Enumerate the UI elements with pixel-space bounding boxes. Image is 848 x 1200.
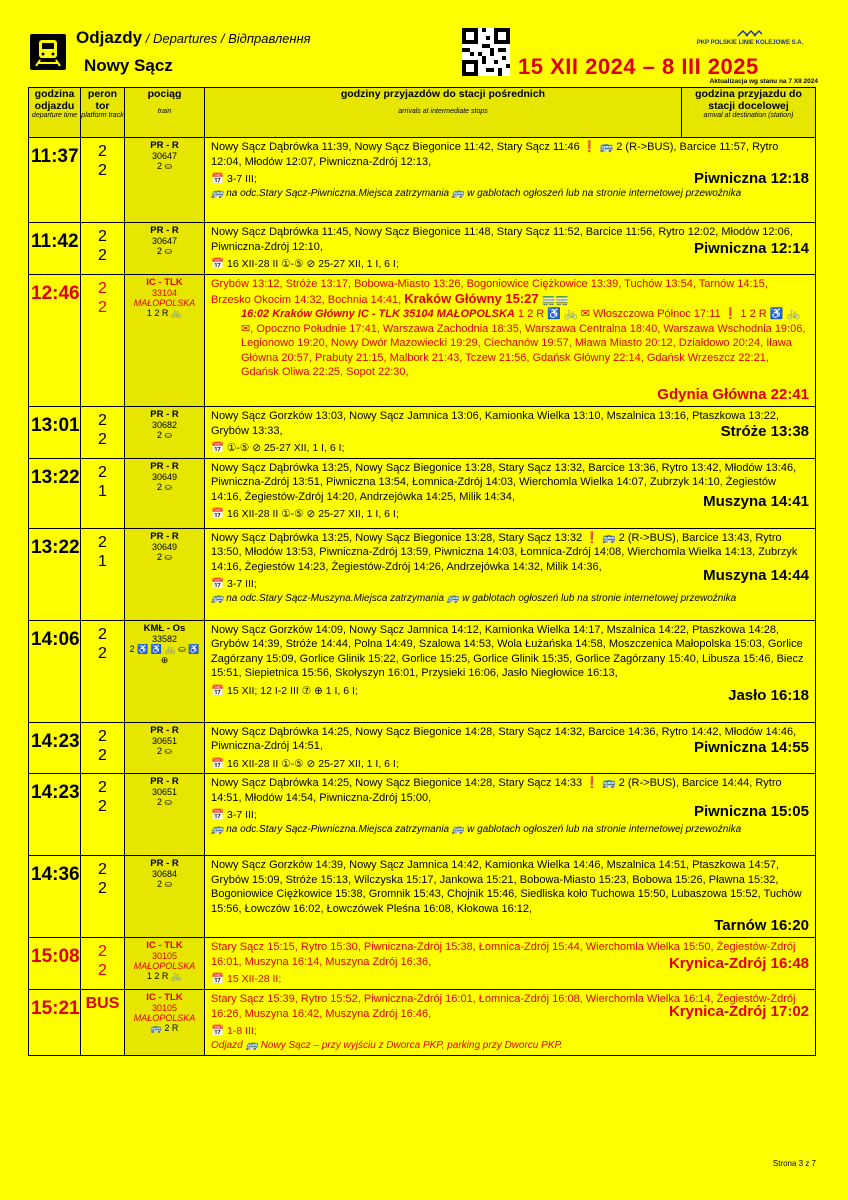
operator-logo: PKP POLSKIE LINIE KOLEJOWE S.A.	[680, 30, 820, 46]
train-number: 33104	[151, 288, 178, 298]
train-number: 30651	[151, 735, 178, 746]
intermediate-stops: Stary Sącz 15:15, Rytro 15:30, Piwniczna-Zdrój 15:38, Łomnica-Zdrój 15:44, Wierchomla Wielka 15:50, Żegiestów-Zdrój 16:01, Muszyna 16:14, Muszyna Zdrój 16:36,	[211, 941, 796, 968]
stops-cell	[205, 528, 816, 620]
departure-time: 14:36	[29, 856, 81, 938]
train-info	[125, 722, 205, 774]
remark-note: Odjazd 🚌 Nowy Sącz – przy wyjściu z Dworca PKP, parking przy Dworcu PKP.	[211, 1039, 563, 1051]
train-info	[125, 620, 205, 722]
train-info	[125, 528, 205, 620]
train-amenities: 2 ⛀	[156, 745, 173, 756]
train-icon	[30, 34, 66, 70]
train-amenities: 2 ⛀	[156, 481, 173, 492]
train-info	[125, 774, 205, 856]
track: 2	[98, 644, 107, 662]
departure-row	[29, 938, 816, 990]
departure-time: 14:23	[29, 774, 81, 856]
calendar-note: 📅 16 XII-28 II ①-⑤ ⊘ 25-27 XII, 1 I, 6 I;	[211, 508, 399, 520]
intermediate-stops: Nowy Sącz Gorzków 13:03, Nowy Sącz Jamnica 13:06, Kamionka Wielka 13:10, Mszalnica 13:16, Ptaszkowa 13:22, Grybów 13:33,	[211, 410, 779, 437]
remark-note: 🚌 na odc.Stary Sącz-Muszyna.Miejsca zatrzymania 🚌 w gablotach ogłoszeń lub na stronie internetowej przewoźnika	[211, 592, 737, 604]
calendar-note: 📅 15 XII-28 II;	[211, 973, 282, 985]
intermediate-stops: Nowy Sącz Dąbrówka 11:45, Nowy Sącz Biegonice 11:48, Stary Sącz 11:52, Barcice 11:56, Rytro 12:02, Młodów 12:06, Piwniczna-Zdrój 12:10,	[211, 226, 793, 253]
train-category: PR - R	[150, 724, 179, 736]
departure-row	[29, 138, 816, 223]
train-amenities: 2 ⛀	[156, 430, 173, 440]
train-amenities: 1 2 R 🚲	[146, 971, 183, 981]
destination: Krynica-Zdrój 17:02	[668, 1002, 809, 1020]
platform: 2	[98, 533, 107, 551]
train-info	[125, 938, 205, 990]
stops-cell	[205, 990, 816, 1056]
platform: 2	[98, 727, 107, 745]
train-number: 30647	[151, 236, 178, 246]
train-name: MAŁOPOLSKA	[133, 1013, 196, 1023]
station-name: Nowy Sącz	[84, 56, 173, 75]
platform-track	[81, 774, 125, 856]
intermediate-stops: Nowy Sącz Dąbrówka 11:39, Nowy Sącz Biegonice 11:42, Stary Sącz 11:46 ❗ 🚌 2 (R->BUS), Barcice 11:57, Rytro 12:04, Młodów 12:07, Piwniczna-Zdrój 12:13,	[211, 141, 779, 168]
stops-cell	[205, 458, 816, 528]
track: 2	[98, 798, 107, 815]
platform-track	[81, 458, 125, 528]
col-dep: godzina odjazdu departure time	[29, 88, 81, 138]
train-number: 30105	[151, 951, 178, 961]
train-category: PR - R	[150, 409, 179, 420]
platform-track	[81, 407, 125, 459]
stops-cell	[205, 774, 816, 856]
train-amenities: 2 ⛀	[156, 797, 173, 807]
track: 2	[98, 247, 107, 264]
destination: Muszyna 14:44	[703, 567, 809, 584]
train-number: 30105	[151, 1003, 178, 1013]
platform: 2	[98, 943, 107, 960]
train-amenities: 2 ⛀	[156, 879, 173, 889]
train-category: KMŁ - Os	[143, 622, 186, 634]
intermediate-stops: Nowy Sącz Gorzków 14:09, Nowy Sącz Jamnica 14:12, Kamionka Wielka 14:17, Mszalnica 14:22, Ptaszkowa 14:28, Grybów 14:39, Stróże 14:44, Polna 14:49, Szalowa 14:53, Wola Łużańska 14:58, Moszczenica Małopolska 15:03, Gorlice Zagórzany 15:09, Gorlice Glinik 15:22, Gorlice 15:25, Gorlice Glinik 15:35, Gorlice Zagórzany 15:40, Libusza 15:46, Biecz 15:51, Siepietnica 15:56, Skołyszyn 16:01, Przysieki 16:06, Jasło Niegłowice 16:13,	[211, 623, 804, 679]
departure-time: 14:06	[29, 620, 81, 722]
destination: Piwniczna 14:55	[693, 738, 809, 756]
connection: 16:02 Kraków Główny IC - TLK 35104 MAŁOPOLSKA 1 2 R ♿ 🚲 ✉ Włoszczowa Północ 17:11 ❗ 1 2 R ♿ 🚲 ✉, Opoczno Południe 17:41, Warszawa Zachodnia 18:35, Warszawa Centralna 18:40, Warszawa Wschodnia 19:06, Legionowo 19:20, Nowy Dwór Mazowiecki 19:29, Ciechanów 19:57, Mława Miasto 20:12, Działdowo 20:24, Iława Główna 20:57, Prabuty 21:15, Malbork 21:43, Tczew 21:56, Gdańsk Główny 22:14, Gdańsk Wrzeszcz 22:21, Gdańsk Oliwa 22:25, Sopot 22:30,	[241, 308, 806, 378]
train-info	[125, 275, 205, 407]
departure-time: 14:23	[29, 722, 81, 774]
col-train: pociąg train	[125, 88, 205, 138]
train-number: 30649	[151, 471, 178, 482]
train-number: 30684	[151, 869, 178, 879]
destination: Piwniczna 12:18	[693, 169, 809, 187]
train-category: PR - R	[150, 460, 179, 472]
platform-track	[81, 990, 125, 1056]
departure-row	[29, 620, 816, 722]
train-amenities: 1 2 R 🚲	[146, 308, 183, 318]
qr-code	[462, 28, 510, 76]
platform: 2	[98, 412, 107, 429]
departure-row	[29, 223, 816, 275]
stops-cell	[205, 620, 816, 722]
destination: Piwniczna 12:14	[693, 239, 809, 257]
departure-row	[29, 722, 816, 774]
platform: 2	[98, 779, 107, 796]
track: 2	[98, 431, 107, 448]
destination: Muszyna 14:41	[703, 493, 809, 510]
remark-note: 🚌 na odc.Stary Sącz-Piwniczna.Miejsca zatrzymania 🚌 w gablotach ogłoszeń lub na stronie internetowej przewoźnika	[211, 187, 742, 199]
remark-note: 🚌 na odc.Stary Sącz-Piwniczna.Miejsca zatrzymania 🚌 w gablotach ogłoszeń lub na stronie internetowej przewoźnika	[211, 823, 742, 835]
train-info	[125, 458, 205, 528]
platform: 2	[98, 143, 107, 160]
departure-time: 13:01	[29, 407, 81, 459]
calendar-note: 📅 1-8 III;	[211, 1025, 257, 1037]
platform-track	[81, 620, 125, 722]
train-amenities: 2 ⛀	[156, 161, 173, 171]
destination: Tarnów 16:20	[714, 916, 809, 934]
train-category: PR - R	[150, 140, 179, 151]
intermediate-stops: Nowy Sącz Dąbrówka 14:25, Nowy Sącz Biegonice 14:28, Stary Sącz 14:33 ❗ 🚌 2 (R->BUS), Barcice 14:44, Rytro 14:51, Młodów 14:54, Piwniczna-Zdrój 15:00,	[211, 777, 782, 804]
departure-row	[29, 528, 816, 620]
platform-track	[81, 856, 125, 938]
platform-track	[81, 275, 125, 407]
departure-time: 15:08	[29, 938, 81, 990]
departure-row	[29, 458, 816, 528]
train-info	[125, 856, 205, 938]
intermediate-stops-highlight: Kraków Główny 15:27	[404, 290, 539, 306]
update-note: Aktualizacja wg stanu na 7 XII 2024	[709, 78, 818, 85]
track: 2	[98, 746, 107, 764]
train-number: 33582	[151, 633, 178, 644]
train-number: 30651	[151, 787, 178, 797]
destination: Piwniczna 15:05	[693, 802, 809, 820]
stops-cell	[205, 938, 816, 990]
platform: 2	[98, 280, 107, 297]
col-dest: godzina przyjazdu do stacji docelowej arrival at destination (station)	[682, 88, 816, 138]
train-category: IC - TLK	[146, 940, 183, 951]
train-category: PR - R	[150, 858, 179, 869]
intermediate-stops: Nowy Sącz Gorzków 14:39, Nowy Sącz Jamnica 14:42, Kamionka Wielka 14:46, Mszalnica 14:51, Ptaszkowa 14:57, Grybów 15:09, Stróże 15:13, Wilczyska 15:17, Jankowa 15:21, Bobowa-Miasto 15:23, Bobowa 15:26, Pławna 15:32, Bogoniowice Ciężkowice 15:38, Gromnik 15:43, Chojnik 15:46, Siedliska koło Tuchowa 15:50, Lubaszowa 15:52, Tuchów 15:56, Łowczów 16:02, Łowczówek Pleśna 16:08, Kłokowa 16:12,	[211, 859, 802, 915]
train-amenities: 2 ♿ ♿ 🚲 ⛀ ♿ ⊕	[129, 643, 200, 665]
title: Odjazdy / Departures / Відправлення	[76, 28, 311, 47]
departure-row	[29, 856, 816, 938]
platform: 2	[98, 463, 107, 481]
calendar-note: 📅 16 XII-28 II ①-⑤ ⊘ 25-27 XII, 1 I, 6 I;	[211, 258, 399, 270]
track: 1	[98, 482, 107, 500]
train-amenities: 2 ⛀	[156, 551, 173, 562]
train-info	[125, 223, 205, 275]
train-number: 30647	[151, 151, 178, 161]
stops-cell: Gdynia Główna 22:41 Grybów 13:12, Stróże 13:17, Bobowa-Miasto 13:26, Bogoniowice Ciężkowice 13:39, Tuchów 13:54, Tarnów 14:15, Brzesko Okocim 14:32, Bochnia 14:41, Kraków Główny 15:27 🚃🚃 16:02 Kraków Główny IC - TLK 35104 MAŁOPOLSKA 1 2 R ♿ 🚲 ✉ Włoszczowa Północ 17:11 ❗ 1 2 R ♿ 🚲 ✉, Opoczno Południe 17:41, Warszawa Zachodnia 18:35, Warszawa Centralna 18:40, Warszawa Wschodnia 19:06, Legionowo 19:20, Nowy Dwór Mazowiecki 19:29, Ciechanów 19:57, Mława Miasto 20:12, Działdowo 20:24, Iława Główna 20:57, Prabuty 21:15, Malbork 21:43, Tczew 21:56, Gdańsk Główny 22:14, Gdańsk Wrzeszcz 22:21, Gdańsk Oliwa 22:25, Sopot 22:30,	[205, 275, 816, 407]
train-amenities: 🚌 2 R	[150, 1023, 179, 1033]
platform-track	[81, 528, 125, 620]
train-info	[125, 407, 205, 459]
train-name: MAŁOPOLSKA	[133, 298, 196, 308]
departure-time: 13:22	[29, 458, 81, 528]
departure-time: 12:46	[29, 275, 81, 407]
platform: 2	[98, 625, 107, 643]
track: 2	[98, 880, 107, 897]
destination: Stróże 13:38	[720, 423, 809, 440]
stops-cell	[205, 223, 816, 275]
timetable	[28, 87, 816, 1056]
intermediate-stops: Nowy Sącz Dąbrówka 13:25, Nowy Sącz Biegonice 13:28, Stary Sącz 13:32, Barcice 13:36, Rytro 13:42, Młodów 13:46, Piwniczna-Zdrój 13:51, Piwniczna 13:54, Łomnica-Zdrój 14:03, Wierchomla Wielka 14:07, Zubrzyk 14:10, Żegiestów 14:16, Żegiestów-Zdrój 14:20, Andrzejówka 14:25, Milik 14:34,	[211, 461, 797, 503]
departure-row	[29, 990, 816, 1056]
stops-cell	[205, 407, 816, 459]
intermediate-stops: Nowy Sącz Dąbrówka 13:25, Nowy Sącz Biegonice 13:28, Stary Sącz 13:32 ❗ 🚌 2 (R->BUS), Barcice 13:43, Rytro 13:50, Młodów 13:53, Piwniczna-Zdrój 13:59, Piwniczna 14:03, Łomnica-Zdrój 14:08, Wierchomla Wielka 14:13, Zubrzyk 14:16, Żegiestów 14:23, Żegiestów-Zdrój 14:26, Andrzejówka 14:32, Milik 14:36,	[211, 531, 798, 573]
track: 2	[98, 299, 107, 316]
validity-period: 15 XII 2024 – 8 III 2025	[518, 54, 759, 79]
departure-time: 15:21	[29, 990, 81, 1056]
departure-row	[29, 774, 816, 856]
train-info	[125, 138, 205, 223]
calendar-note: 📅 ①-⑤ ⊘ 25-27 XII, 1 I, 6 I;	[211, 442, 345, 454]
platform-track	[81, 938, 125, 990]
track: 1	[98, 552, 107, 570]
departure-row	[29, 275, 816, 407]
departure-time: 13:22	[29, 528, 81, 620]
stops-cell	[205, 138, 816, 223]
destination: Krynica-Zdrój 16:48	[668, 954, 809, 972]
train-category: PR - R	[150, 776, 179, 787]
intermediate-stops: Stary Sącz 15:39, Rytro 15:52, Piwniczna-Zdrój 16:01, Łomnica-Zdrój 16:08, Wierchomla Wielka 16:14, Żegiestów-Zdrój 16:26, Muszyna 16:42, Muszyna Zdrój 16:46,	[211, 993, 796, 1020]
platform: 2	[98, 861, 107, 878]
train-category: PR - R	[150, 530, 179, 542]
intermediate-stops: Nowy Sącz Dąbrówka 14:25, Nowy Sącz Biegonice 14:28, Stary Sącz 14:32, Barcice 14:36, Rytro 14:42, Młodów 14:46, Piwniczna-Zdrój 14:51,	[211, 725, 797, 752]
destination: Gdynia Główna 22:41	[657, 385, 809, 403]
platform-track	[81, 138, 125, 223]
col-plat: peron tor platform track	[81, 88, 125, 138]
intermediate-stops: Grybów 13:12, Stróże 13:17, Bobowa-Miasto 13:26, Bogoniowice Ciężkowice 13:39, Tuchów 13:54, Tarnów 14:15, Brzesko Okocim 14:32, Bochnia 14:41,	[211, 278, 768, 306]
train-info	[125, 990, 205, 1056]
platform-track	[81, 722, 125, 774]
calendar-note: 📅 16 XII-28 II ①-⑤ ⊘ 25-27 XII, 1 I, 6 I;	[211, 757, 399, 770]
stops-cell	[205, 856, 816, 938]
train-category: IC - TLK	[146, 277, 183, 288]
platform: 2	[98, 228, 107, 245]
page-header	[28, 26, 818, 88]
calendar-note: 📅 3-7 III;	[211, 173, 257, 185]
train-category: IC - TLK	[146, 992, 183, 1003]
departure-row	[29, 407, 816, 459]
calendar-note: 📅 3-7 III;	[211, 578, 257, 590]
stops-cell	[205, 722, 816, 774]
train-category: PR - R	[150, 225, 179, 236]
train-name: MAŁOPOLSKA	[133, 961, 196, 971]
departure-time: 11:37	[29, 138, 81, 223]
platform-track	[81, 223, 125, 275]
page-number: Strona 3 z 7	[772, 1159, 816, 1168]
departure-time: 11:42	[29, 223, 81, 275]
train-number: 30682	[151, 420, 178, 430]
destination: Jasło 16:18	[728, 687, 809, 704]
train-number: 30649	[151, 541, 178, 552]
col-stops: godziny przyjazdów do stacji pośrednich arrivals at intermediate stops	[205, 88, 682, 138]
track: 2	[98, 962, 107, 979]
calendar-note: 📅 3-7 III;	[211, 809, 257, 821]
platform: BUS	[85, 995, 120, 1012]
calendar-note: 📅 15 XII; 12 I-2 III ⑦ ⊕ 1 I, 6 I;	[211, 684, 358, 697]
track: 2	[98, 162, 107, 179]
train-amenities: 2 ⛀	[156, 246, 173, 256]
